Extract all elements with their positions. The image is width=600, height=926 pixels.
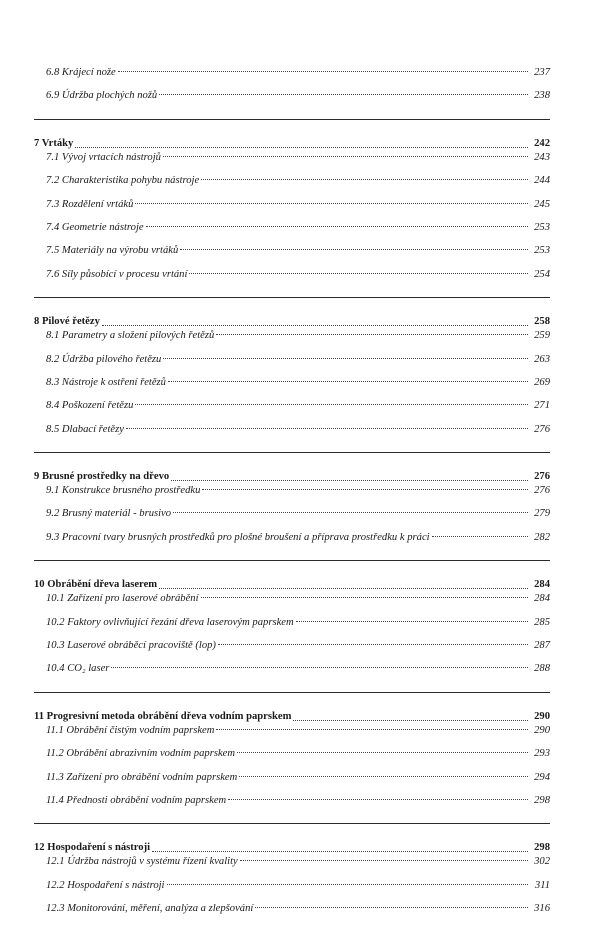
toc-entry-title: 11 Progresivní metoda obrábění dřeva vodním paprskem [34,710,292,722]
dot-leader [102,325,528,326]
toc-entry-title: 12 Hospodaření s nástroji [34,842,151,854]
dot-leader [296,621,528,622]
toc-entry-title: 8.4 Poškození řetězu [46,400,134,412]
toc-page-number: 284 [534,579,550,591]
toc-subsection-entry[interactable] [34,376,550,399]
toc-chapter-entry[interactable] [34,304,550,329]
toc-entry-title: 10.3 Laserové obráběcí pracoviště (lop) [46,640,216,652]
toc-subsection-entry[interactable] [34,198,550,221]
toc-entry-title: 7.5 Materiály na výrobu vrtáků [46,245,179,257]
dot-leader [180,249,528,250]
dot-leader [167,884,528,885]
dot-leader [228,799,528,800]
toc-chapter-entry[interactable] [34,126,550,151]
toc-subsection-entry[interactable] [34,724,550,747]
toc-subsection-entry[interactable] [34,268,550,291]
toc-chapter-entry[interactable] [34,459,550,484]
toc-entry-title: 7.2 Charakteristika pohybu nástroje [46,175,200,187]
toc-page-number: 282 [534,531,550,543]
dot-leader [216,729,528,730]
dot-leader [159,94,528,95]
toc-page-number: 298 [534,794,550,806]
toc-entry-title: 11.4 Přednosti obrábění vodním paprskem [46,794,227,806]
section-divider [34,119,550,120]
toc-page-number: 293 [534,748,550,760]
toc-page-number: 269 [534,376,550,388]
toc-entry-title: 9.3 Pracovní tvary brusných prostředků pro plošné broušení a příprava prostředku k práci [46,531,430,543]
dot-leader [118,71,528,72]
dot-leader [216,334,528,335]
toc-page-number: 245 [534,198,550,210]
toc-subsection-entry[interactable] [34,855,550,878]
toc-page-number: 243 [534,151,550,163]
toc-entry-title: 10.1 Zařízení pro laserové obrábění [46,593,199,605]
toc-entry-title: 10.4 CO₂ laser [46,663,110,675]
toc-subsection-entry[interactable] [34,771,550,794]
dot-leader [171,480,528,481]
toc-entry-title: 7.3 Rozdělení vrtáků [46,198,134,210]
toc-subsection-entry[interactable] [34,639,550,662]
dot-leader [163,156,528,157]
toc-page-number: 253 [534,245,550,257]
dot-leader [240,860,528,861]
section-divider [34,452,550,453]
toc-entry-title: 7.6 Síly působící v procesu vrtání [46,268,188,280]
toc-entry-title: 7 Vrtáky [34,137,74,149]
toc-chapter-entry[interactable] [34,567,550,592]
toc-entry-title: 9 Brusné prostředky na dřevo [34,471,170,483]
dot-leader [218,644,528,645]
toc-page-number: 237 [534,67,550,78]
toc-subsection-entry[interactable] [34,794,550,817]
toc-entry-title: 11.3 Zařízení pro obrábění vodním paprskem [46,771,238,783]
dot-leader [75,147,528,148]
dot-leader [159,588,528,589]
toc-entry-title: 12.3 Monitorování, měření, analýza a zlepšování [46,903,254,915]
toc-entry-title: 9.1 Konstrukce brusného prostředku [46,485,201,497]
toc-subsection-entry[interactable] [34,592,550,615]
toc-subsection-entry[interactable] [34,484,550,507]
toc-page-number: 242 [534,137,550,149]
toc-page-number: 288 [534,663,550,675]
dot-leader [163,358,528,359]
dot-leader [152,851,528,852]
dot-leader [189,273,528,274]
section-divider [34,692,550,693]
dot-leader [135,404,528,405]
toc-page-number: 285 [534,616,550,628]
toc-entry-title: 8.1 Parametry a složení pilových řetězů [46,330,215,342]
toc-entry-title: 12.2 Hospodaření s nástroji [46,879,165,891]
toc-subsection-entry[interactable] [34,879,550,902]
toc-page-number: 259 [534,330,550,342]
dot-leader [239,776,528,777]
toc-entry-title: 7.1 Vývoj vrtacích nástrojů [46,151,161,163]
toc-page-number: 302 [534,856,550,868]
toc-entry-title: 8.5 Dlabací řetězy [46,423,124,435]
dot-leader [168,381,528,382]
toc-subsection-entry[interactable] [34,89,550,112]
dot-leader [146,226,528,227]
toc-subsection-entry[interactable] [34,174,550,197]
toc-page-number: 311 [534,879,550,891]
toc-subsection-entry[interactable] [34,747,550,770]
toc-subsection-entry[interactable] [34,66,550,89]
toc-subsection-entry[interactable] [34,399,550,422]
dot-leader [293,720,528,721]
toc-entry-title: 10.2 Faktory ovlivňující řezání dřeva laserovým paprskem [46,616,294,628]
toc-page-number: 258 [534,316,550,328]
toc-entry-title: 8.3 Nástroje k ostření řetězů [46,376,166,388]
section-divider [34,823,550,824]
toc-page-number: 276 [534,423,550,435]
toc-subsection-entry[interactable] [34,244,550,267]
dot-leader [173,512,528,513]
toc-page-number: 238 [534,90,550,102]
dot-leader [201,179,528,180]
toc-entry-title: 9.2 Brusný materiál - brusivo [46,508,172,520]
toc-page-number: 287 [534,640,550,652]
dot-leader [135,203,528,204]
section-divider [34,297,550,298]
toc-subsection-entry[interactable] [34,353,550,376]
toc-subsection-entry[interactable] [34,662,550,685]
dot-leader [201,597,528,598]
toc-page-number: 254 [534,268,550,280]
toc-subsection-entry[interactable] [34,616,550,639]
dot-leader [111,667,528,668]
toc-entry-title: 10 Obrábění dřeva laserem [34,579,158,591]
toc-chapter-entry[interactable] [34,830,550,855]
toc-subsection-entry[interactable] [34,531,550,554]
dot-leader [432,536,528,537]
section-divider [34,560,550,561]
toc-entry-title: 7.4 Geometrie nástroje [46,221,144,233]
dot-leader [202,489,528,490]
toc-page-number: 294 [534,771,550,783]
toc-page-number: 271 [534,400,550,412]
dot-leader [237,752,528,753]
toc-entry-title: 8 Pilové řetězy [34,316,100,328]
toc-subsection-entry[interactable] [34,329,550,352]
toc-page-number: 284 [534,593,550,605]
toc-subsection-entry[interactable] [34,507,550,530]
toc-page-number: 290 [534,710,550,722]
toc-entry-title: 11.2 Obrábění abrazivním vodním paprskem [46,748,236,760]
toc-entry-title: 11.1 Obrábění čistým vodním paprskem [46,724,215,736]
toc-subsection-entry[interactable] [34,902,550,925]
toc-entry-title: 6.9 Údržba plochých nožů [46,90,158,102]
toc-page-number: 298 [534,842,550,854]
table-of-contents [34,66,550,926]
toc-subsection-entry[interactable] [34,151,550,174]
toc-page-number: 244 [534,175,550,187]
toc-page-number: 316 [534,903,550,915]
toc-entry-title: 6.8 Krájecí nože [46,67,116,78]
toc-subsection-entry[interactable] [34,221,550,244]
toc-page-number: 263 [534,353,550,365]
toc-page-number: 253 [534,221,550,233]
toc-page-number: 276 [534,485,550,497]
toc-page-number: 290 [534,724,550,736]
toc-subsection-entry[interactable] [34,423,550,446]
toc-entry-title: 12.1 Údržba nástrojů v systému řízení kvality [46,856,238,868]
toc-entry-title: 8.2 Údržba pilového řetězu [46,353,162,365]
dot-leader [126,428,528,429]
toc-page-number: 279 [534,508,550,520]
dot-leader [255,907,528,908]
toc-page-number: 276 [534,471,550,483]
toc-chapter-entry[interactable] [34,699,550,724]
